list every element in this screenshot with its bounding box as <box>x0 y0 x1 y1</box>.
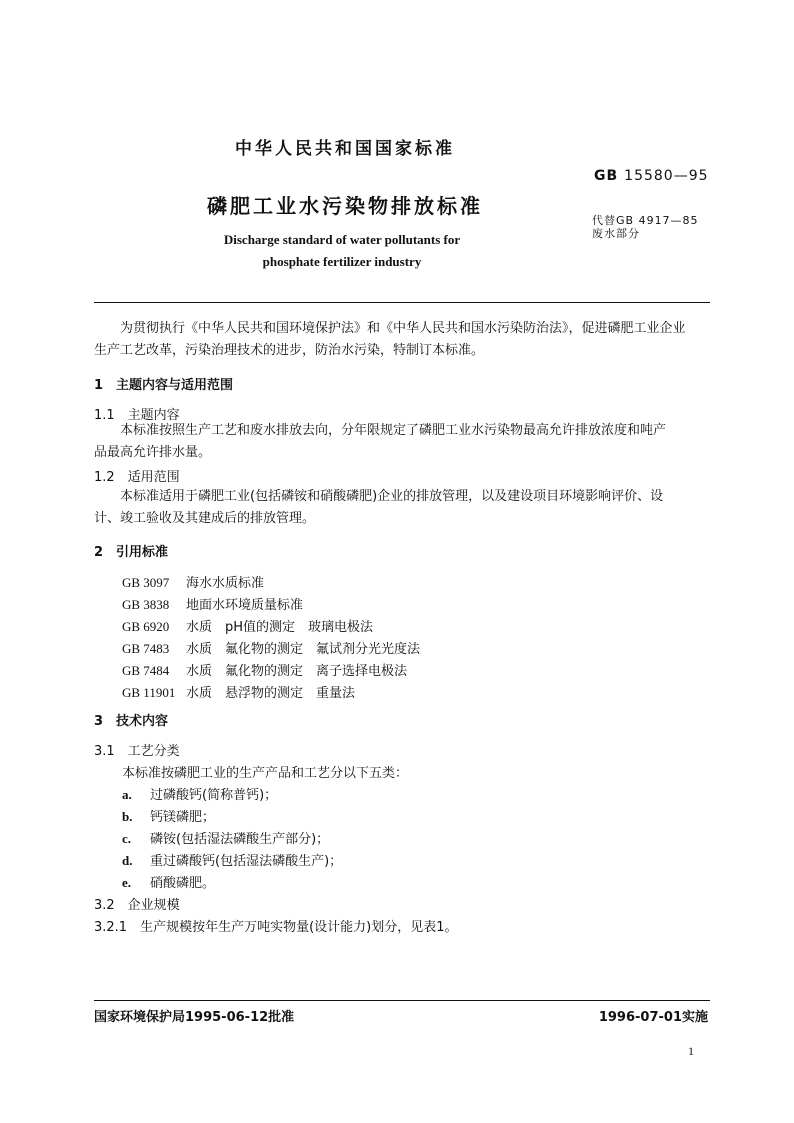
reference-code: GB 3097 <box>122 575 170 590</box>
category-letter: d. <box>122 853 133 868</box>
reference-item <box>122 660 407 679</box>
category-text: 重过磷酸钙(包括湿法磷酸生产)； <box>150 854 343 869</box>
footer-divider <box>94 1000 710 1001</box>
reference-code: GB 6920 <box>122 619 170 634</box>
category-item <box>122 850 342 869</box>
section-3-2-1-text: 3.2.1 生产规模按年生产万吨实物量(设计能力)划分，见表1。 <box>94 920 458 935</box>
standard-code: 15580—95 <box>624 168 709 184</box>
section-3-1-heading: 3.1 工艺分类 <box>94 744 180 759</box>
category-letter: a. <box>122 787 132 802</box>
category-item <box>122 806 215 825</box>
replaces-line-2: 废水部分 <box>592 227 640 240</box>
reference-item <box>122 638 420 657</box>
section-3-2-heading: 3.2 企业规模 <box>94 898 180 913</box>
section-1-1-body <box>94 420 710 464</box>
reference-item <box>122 572 264 591</box>
intro-line-2: 生产工艺改革，污染治理技术的进步，防治水污染，特制订本标准。 <box>94 343 485 358</box>
category-letter: b. <box>122 809 133 824</box>
page-number: 1 <box>688 1044 694 1058</box>
header-divider <box>94 302 710 303</box>
category-item <box>122 828 329 847</box>
reference-title: 水质 pH值的测定 玻璃电极法 <box>186 620 374 635</box>
standard-number <box>594 168 709 184</box>
section-3-1-intro: 本标准按磷肥工业的生产产品和工艺分以下五类： <box>122 766 409 781</box>
document-title-en-line-2: phosphate fertilizer industry <box>262 254 422 269</box>
category-text: 过磷酸钙(简称普钙)； <box>150 788 278 803</box>
section-1-2-line-2: 计、竣工验收及其建成后的排放管理。 <box>94 511 316 526</box>
category-text: 硝酸磷肥。 <box>150 876 216 891</box>
section-3-heading: 3 技术内容 <box>94 714 169 729</box>
reference-title: 水质 氟化物的测定 氟试剂分光光度法 <box>186 642 421 657</box>
reference-code: GB 7483 <box>122 641 170 656</box>
reference-code: GB 11901 <box>122 685 176 700</box>
replaces-line-1: 代替GB 4917—85 <box>592 214 699 227</box>
category-item <box>122 784 277 803</box>
approval-date: 国家环境保护局1995-06-12批准 <box>94 1010 295 1025</box>
category-letter: c. <box>122 831 132 846</box>
reference-code: GB 3838 <box>122 597 170 612</box>
category-text: 磷铵(包括湿法磷酸生产部分)； <box>150 832 330 847</box>
document-title-cn: 磷肥工业水污染物排放标准 <box>207 194 483 218</box>
section-1-2-body <box>94 486 710 530</box>
category-text: 钙镁磷肥； <box>150 810 216 825</box>
standard-prefix: GB <box>594 168 619 184</box>
reference-code: GB 7484 <box>122 663 170 678</box>
effective-date: 1996-07-01实施 <box>598 1010 708 1025</box>
category-letter: e. <box>122 875 132 890</box>
intro-paragraph <box>94 318 710 362</box>
document-title-en-line-1: Discharge standard of water pollutants for <box>223 232 461 247</box>
reference-title: 地面水环境质量标准 <box>186 598 304 613</box>
section-1-1-line-2: 品最高允许排水量。 <box>94 445 212 460</box>
category-item <box>122 872 215 891</box>
section-1-2-heading: 1.2 适用范围 <box>94 470 180 485</box>
reference-item <box>122 682 355 701</box>
national-standard-label: 中华人民共和国国家标准 <box>235 139 455 159</box>
intro-line-1: 为贯彻执行《中华人民共和国环境保护法》和《中华人民共和国水污染防治法》，促进磷肥工业企业 <box>120 321 686 336</box>
section-2-heading: 2 引用标准 <box>94 545 169 560</box>
section-1-1-line-1: 本标准按照生产工艺和废水排放去向，分年限规定了磷肥工业水污染物最高允许排放浓度和吨产 <box>120 423 667 438</box>
reference-item <box>122 594 303 613</box>
section-1-1-heading: 1.1 主题内容 <box>94 408 180 423</box>
reference-item <box>122 616 373 635</box>
section-1-heading: 1 主题内容与适用范围 <box>94 378 234 393</box>
reference-title: 水质 悬浮物的测定 重量法 <box>186 686 356 701</box>
reference-title: 海水水质标准 <box>186 576 265 591</box>
section-1-2-line-1: 本标准适用于磷肥工业(包括磷铵和硝酸磷肥)企业的排放管理，以及建设项目环境影响评价、设 <box>120 489 664 504</box>
reference-title: 水质 氟化物的测定 离子选择电极法 <box>186 664 408 679</box>
